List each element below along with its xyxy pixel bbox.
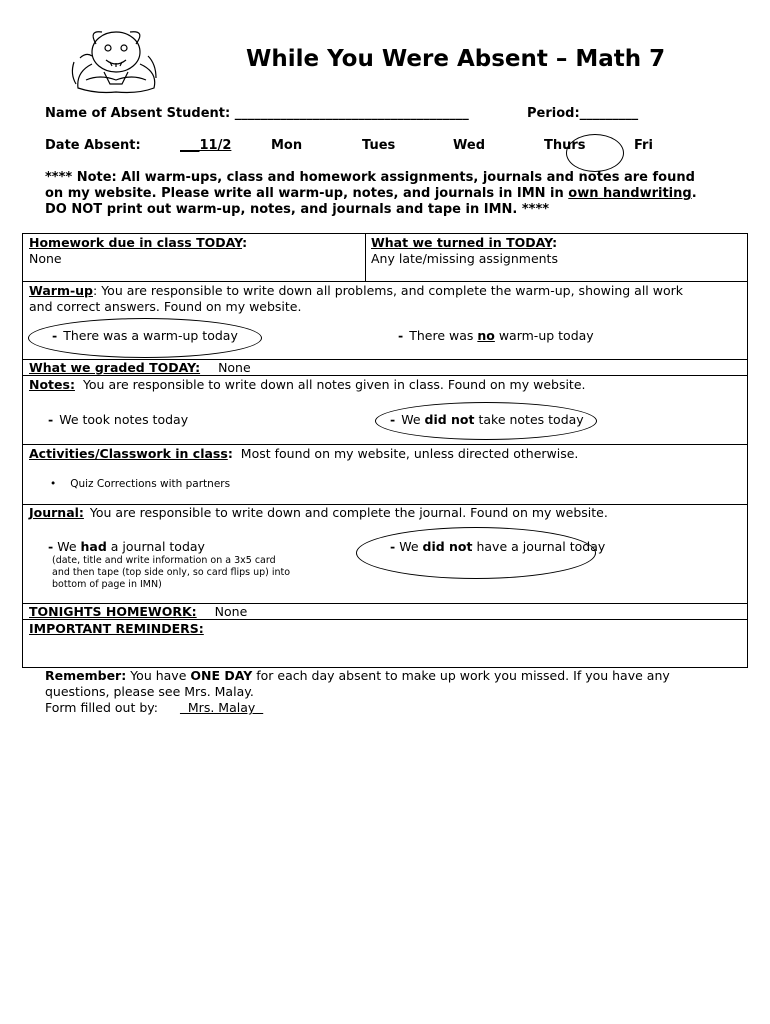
bullet-dot-icon: • <box>50 478 57 490</box>
date-absent-label: Date Absent: <box>45 138 141 153</box>
note-line-2: on my website. Please write all warm-up, notes, and journals in IMN in own handwriting. <box>45 186 697 201</box>
day-fri: Fri <box>634 138 653 153</box>
journal-no-circle-mark <box>356 527 596 579</box>
thurs-circle-mark <box>566 134 624 172</box>
note-line-1: **** Note: All warm-ups, class and homework assignments, journals and notes are found <box>45 170 695 185</box>
day-tues: Tues <box>362 138 396 153</box>
tonight-homework-row: TONIGHTS HOMEWORK: None <box>29 604 248 619</box>
journal-no-option: - We did not have a journal today <box>390 539 606 554</box>
day-mon: Mon <box>271 138 303 153</box>
journal-yes-option: - We had a journal today <box>48 539 205 554</box>
activities-list-item: • Quiz Corrections with partners <box>50 478 231 490</box>
warmup-yes-option: - There was a warm-up today <box>52 328 238 343</box>
notes-no-circle-mark <box>375 402 597 440</box>
homework-due-heading: Homework due in class TODAY: <box>29 235 248 250</box>
warmup-yes-circle-mark <box>28 318 262 358</box>
name-field-label: Name of Absent Student: ____________________________________ <box>45 106 469 121</box>
journal-instructions: (date, title and write information on a 3x5 card and then tape (top side only, so card flips up) into bottom of page in IMN) <box>52 555 291 590</box>
remember-line-1: Remember: You have ONE DAY for each day absent to make up work you missed. If you have any <box>45 668 670 683</box>
turned-in-value: Any late/missing assignments <box>371 251 558 266</box>
warmup-no-option: - There was no warm-up today <box>398 328 594 343</box>
day-wed: Wed <box>453 138 485 153</box>
notes-yes-option: - We took notes today <box>48 412 189 427</box>
journal-text: Journal: You are responsible to write down and complete the journal. Found on my website. <box>29 505 608 520</box>
form-filled-by: Form filled out by: Mrs. Malay <box>45 700 264 715</box>
important-reminders-label: IMPORTANT REMINDERS: <box>29 621 204 636</box>
notes-text: Notes: You are responsible to write down all notes given in class. Found on my website. <box>29 377 586 392</box>
graded-row: What we graded TODAY: None <box>29 360 251 375</box>
note-line-3: DO NOT print out warm-up, notes, and journals and tape in IMN. **** <box>45 202 550 217</box>
day-thurs: Thurs <box>544 138 586 153</box>
date-absent-value: ___11/2 <box>180 138 232 153</box>
period-field-label: Period:_________ <box>527 106 639 121</box>
bulldog-mascot-icon <box>66 22 166 96</box>
notes-no-option: - We did not take notes today <box>390 412 584 427</box>
warmup-text-1: Warm-up: You are responsible to write down all problems, and complete the warm-up, showing all work <box>29 283 683 298</box>
remember-line-2: questions, please see Mrs. Malay. <box>45 684 254 699</box>
turned-in-heading: What we turned in TODAY: <box>371 235 558 250</box>
homework-due-value: None <box>29 251 62 266</box>
warmup-text-2: and correct answers. Found on my website. <box>29 299 302 314</box>
activities-text: Activities/Classwork in class: Most found on my website, unless directed otherwise. <box>29 446 579 461</box>
form-filled-by-value: Mrs. Malay <box>179 700 264 715</box>
page-title: While You Were Absent – Math 7 <box>246 46 666 72</box>
